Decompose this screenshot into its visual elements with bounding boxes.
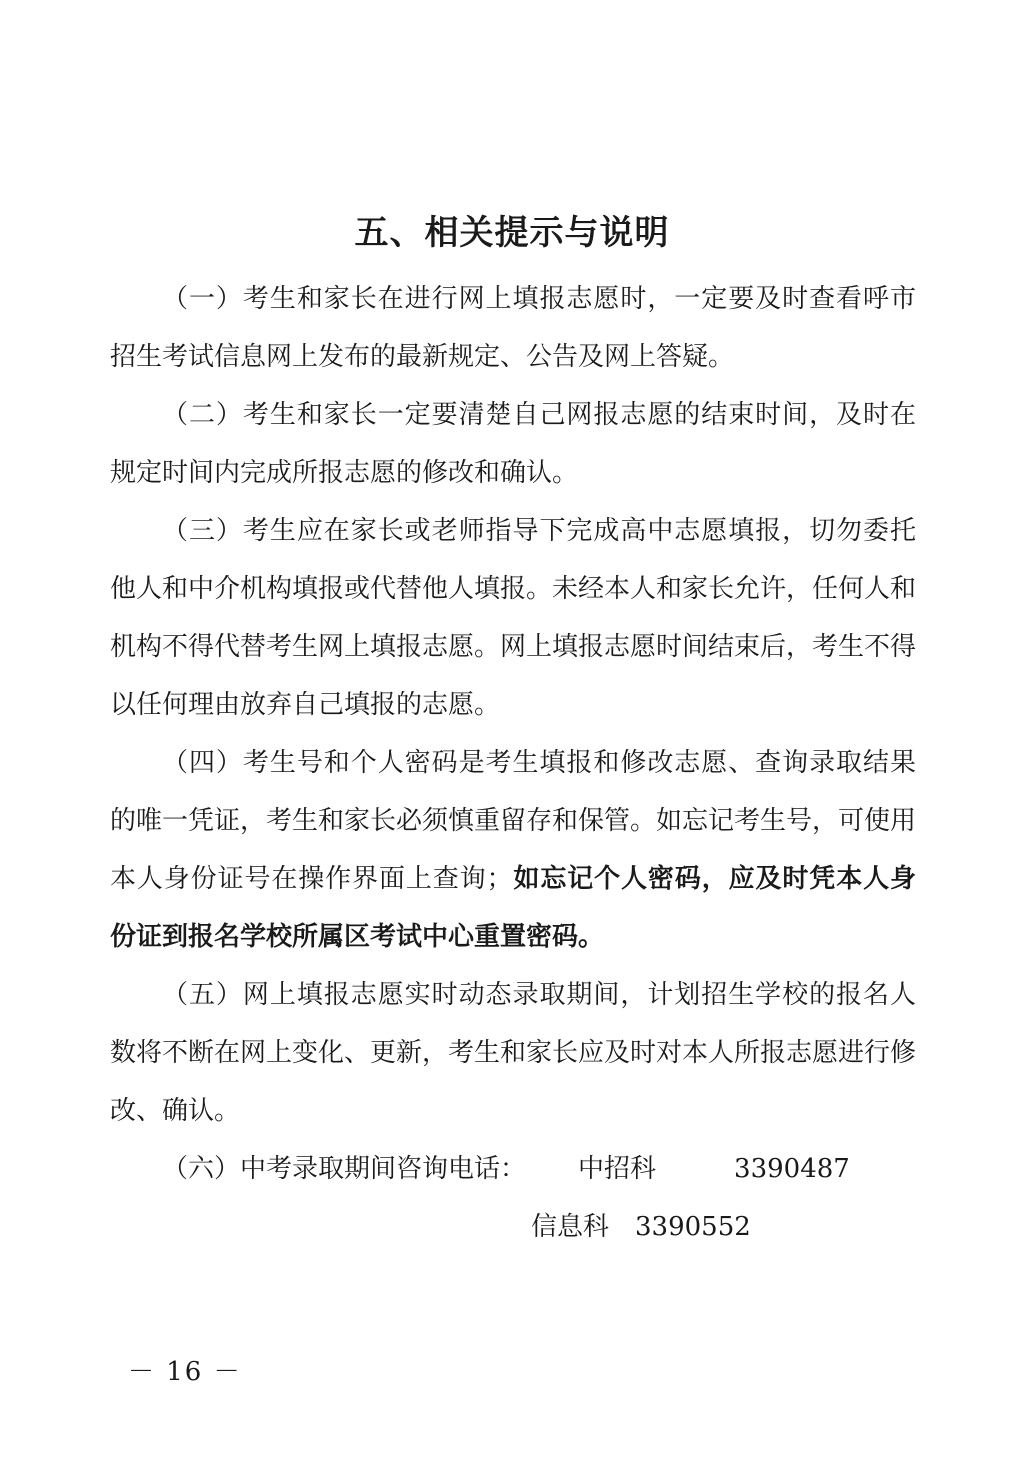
section-5-text: 网上填报志愿实时动态录取期间，计划招生学校的报名人数将不断在网上变化、更新，考生和家长应及时对本人所报志愿进行修改、确认。 [110,980,917,1126]
section-5 [110,966,916,1140]
contact-phone-1: 3390487 [734,1154,850,1184]
section-2 [110,386,916,502]
section-4 [110,734,916,966]
contact-intro: 中考录取期间咨询电话： [240,1154,527,1184]
contact-line-2 [110,1198,916,1256]
section-3-label: （三） [162,516,243,546]
section-3-text: 考生应在家长或老师指导下完成高中志愿填报，切勿委托他人和中介机构填报或代替他人填报。未经本人和家长允许，任何人和机构不得代替考生网上填报志愿。网上填报志愿时间结束后，考生不得以任何理由放弃自己填报的志愿。 [110,516,917,720]
section-1-text: 考生和家长在进行网上填报志愿时，一定要及时查看呼市招生考试信息网上发布的最新规定、公告及网上答疑。 [110,284,916,372]
section-4-bold-text: 如忘记个人密码，应及时凭本人身份证到报名学校所属区考试中心重置密码。 [110,864,916,952]
document-body [110,270,916,1256]
section-6-label: （六） [162,1154,241,1184]
contact-unit-1: 中招科 [578,1154,657,1184]
section-4-label: （四） [162,748,243,778]
page-title: 五、相关提示与说明 [354,212,670,253]
section-5-label: （五） [162,980,243,1010]
contact-phone-2: 3390552 [635,1212,751,1242]
section-4-text: 考生号和个人密码是考生填报和修改志愿、查询录取结果的唯一凭证，考生和家长必须慎重留存和保管。如忘记考生号，可使用本人身份证号在操作界面上查询； [110,748,917,894]
section-3 [110,502,916,734]
section-6-contact [110,1140,916,1198]
section-1-label: （一） [162,284,243,314]
contact-unit-2: 信息科 [531,1212,610,1242]
section-2-text: 考生和家长一定要清楚自己网报志愿的结束时间，及时在规定时间内完成所报志愿的修改和确认。 [110,400,916,488]
page-number: － 16 － [128,1357,242,1387]
section-2-label: （二） [162,400,243,430]
section-1 [110,270,916,386]
